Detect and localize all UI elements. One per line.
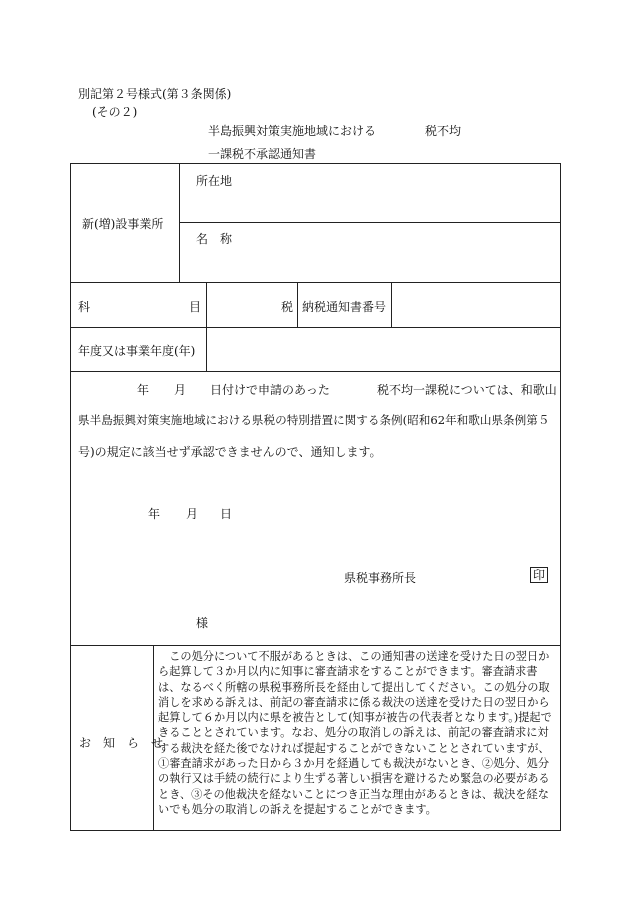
tax-divider-3 — [391, 282, 392, 327]
notice-top-line — [70, 645, 561, 646]
form-sub-id: (その２) — [92, 105, 138, 119]
body-tax-text: 税不均一課税については、和歌山 — [377, 383, 557, 397]
tax-notice-number-field[interactable] — [395, 287, 555, 321]
addressee-suffix: 様 — [196, 616, 209, 630]
location-field[interactable] — [260, 172, 550, 212]
location-label: 所在地 — [196, 174, 233, 188]
year-divider — [206, 327, 207, 371]
name-field[interactable] — [260, 230, 550, 270]
fiscal-year-label: 年度又は事業年度(年) — [78, 344, 196, 358]
title-line1-b: 税不均 — [425, 124, 462, 138]
fiscal-year-field[interactable] — [212, 332, 552, 366]
office-bottom-line — [70, 282, 561, 283]
body-line3: 号)の規定に該当せず承認できませんので、通知します。 — [78, 445, 382, 459]
title-line2: 一課税不承認通知書 — [208, 147, 317, 161]
body-year: 年 — [137, 383, 150, 397]
office-inner-line — [179, 222, 561, 223]
issue-date-day: 日 — [220, 507, 233, 521]
title-line1-a: 半島振興対策実施地域における — [208, 124, 377, 138]
year-row-bottom-line — [70, 371, 561, 372]
tax-divider-1 — [206, 282, 207, 327]
subject-label-b: 目 — [189, 300, 202, 314]
notice-text: この処分について不服があるときは、この通知書の送達を受けた日の翌日から起算して３か月以内に知事に審査請求をすることができます。審査請求書は、なるべく所轄の県税事務所長を経由して提出してください。この処分の取消しを求める訴えは、前記の審査請求に係る裁決の送達を受けた日の翌日から起算して６か月以内に県を被告として(知事が被告の代表者となります。)提起できることとされています。なお、処分の取消しの訴えは、前記の審査請求に対する裁決を経た後でなければ提起することができないこととされていますが、①審査請求があった日から３か月を経過しても裁決がないとき、②処分、処分の執行又は手続の続行により生ずる著しい損害を避けるため緊急の必要があるとき、③その他裁決を経ないことにつき正当な理由があるときは、裁決を経ないでも処分の取消しの訴えを提起することができます。 — [158, 650, 552, 816]
body-month: 月 — [174, 383, 187, 397]
name-label: 名 称 — [196, 232, 233, 246]
body-line2: 県半島振興対策実施地域における県税の特別措置に関する条例(昭和62年和歌山県条例第５ — [78, 413, 550, 427]
tax-row-bottom-line — [70, 327, 561, 328]
office-label: 新(増)設事業所 — [82, 217, 164, 231]
tax-suffix: 税 — [281, 300, 294, 314]
subject-label-a: 科 — [78, 300, 91, 314]
notice-label: お 知 ら せ — [79, 736, 164, 750]
body-date-text: 日付けで申請のあった — [210, 383, 330, 397]
issuer-label: 県税事務所長 — [344, 571, 417, 585]
issue-date-year: 年 — [148, 507, 161, 521]
tax-divider-2 — [297, 282, 298, 327]
form-id: 別記第２号様式(第３条関係) — [78, 87, 232, 101]
tax-notice-number-label: 納税通知書番号 — [302, 300, 387, 314]
seal-mark: 印 — [530, 567, 548, 583]
issue-date-month: 月 — [186, 507, 199, 521]
